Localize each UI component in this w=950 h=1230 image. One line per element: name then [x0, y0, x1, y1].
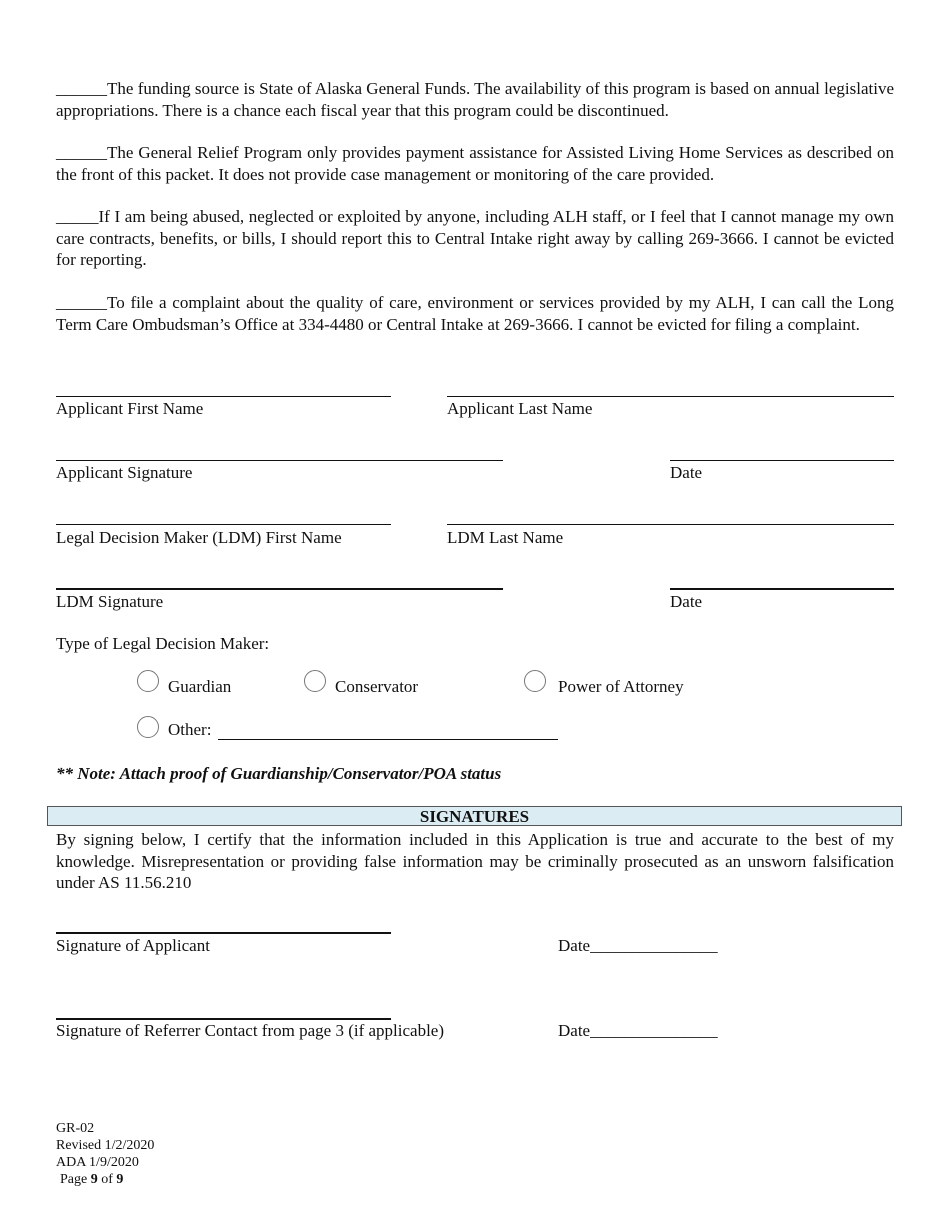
- proof-note: ** Note: Attach proof of Guardianship/Conservator/POA status: [56, 764, 502, 783]
- other-text-field[interactable]: [218, 739, 558, 740]
- ldm-last-name-field[interactable]: [447, 524, 894, 525]
- statement-1: [56, 78, 894, 121]
- signature-of-applicant-label: Signature of Applicant: [56, 936, 210, 955]
- applicant-last-name-label: Applicant Last Name: [447, 399, 593, 418]
- initial-blank-3[interactable]: _____: [56, 207, 99, 226]
- initial-blank-2[interactable]: ______: [56, 143, 107, 162]
- ldm-date-label: Date: [670, 592, 703, 611]
- applicant-signature-date-label: Date: [558, 936, 591, 955]
- power-of-attorney-radio[interactable]: [524, 670, 546, 692]
- applicant-signature-date[interactable]: [558, 936, 718, 956]
- initial-blank-4[interactable]: ______: [56, 293, 107, 312]
- page-current: 9: [90, 1172, 98, 1187]
- ldm-date-field[interactable]: [670, 588, 894, 590]
- referrer-signature-date[interactable]: [558, 1021, 718, 1041]
- page-word: Page: [60, 1172, 88, 1187]
- applicant-date-field[interactable]: [670, 460, 894, 461]
- form-footer: [56, 1120, 154, 1188]
- statement-3: [56, 206, 894, 271]
- signature-of-referrer-label: Signature of Referrer Contact from page 3 (if applicable): [56, 1021, 445, 1040]
- referrer-signature-date-blank[interactable]: _______________: [590, 1021, 718, 1040]
- signatures-section-header: SIGNATURES: [47, 806, 902, 826]
- applicant-date-label: Date: [670, 463, 703, 482]
- signature-of-referrer-field[interactable]: [56, 1018, 391, 1020]
- ldm-first-name-field[interactable]: [56, 524, 391, 525]
- statement-4: [56, 292, 894, 335]
- signature-of-applicant-field[interactable]: [56, 932, 391, 934]
- statement-text-2: The General Relief Program only provides payment assistance for Assisted Living Home Services as described on the front of this packet. It does not provide case management or monitoring of the care provided.: [56, 143, 894, 184]
- statement-2: [56, 142, 894, 185]
- initial-blank-1[interactable]: ______: [56, 79, 107, 98]
- other-radio[interactable]: [137, 716, 159, 738]
- ldm-type-heading: Type of Legal Decision Maker:: [56, 634, 270, 653]
- referrer-signature-date-label: Date: [558, 1021, 591, 1040]
- guardian-radio[interactable]: [137, 670, 159, 692]
- conservator-label: Conservator: [335, 677, 419, 696]
- applicant-signature-field[interactable]: [56, 460, 503, 461]
- certification-text: By signing below, I certify that the information included in this Application is true and accurate to the best of my knowledge. Misrepresentation or providing false information may be criminally prosecuted as an unsworn falsification under AS 11.56.210: [56, 830, 894, 892]
- applicant-first-name-field[interactable]: [56, 396, 391, 397]
- guardian-label: Guardian: [168, 677, 232, 696]
- statement-text-3: If I am being abused, neglected or exploited by anyone, including ALH staff, or I feel that I cannot manage my own care contracts, benefits, or bills, I should report this to Central Intake right away by calling 269-3666. I cannot be evicted for reporting.: [56, 207, 894, 269]
- statement-text-1: The funding source is State of Alaska General Funds. The availability of this program is based on annual legislative appropriations. There is a chance each fiscal year that this program could be discontinued.: [56, 79, 894, 120]
- ldm-signature-field[interactable]: [56, 588, 503, 590]
- other-label: Other:: [168, 720, 212, 739]
- applicant-first-name-label: Applicant First Name: [56, 399, 204, 418]
- page-number: [56, 1171, 154, 1188]
- form-id: GR-02: [56, 1121, 95, 1136]
- applicant-signature-label: Applicant Signature: [56, 463, 193, 482]
- revised-date: Revised 1/2/2020: [56, 1138, 155, 1153]
- page-of: of: [101, 1172, 113, 1187]
- power-of-attorney-label: Power of Attorney: [558, 677, 684, 696]
- applicant-signature-date-blank[interactable]: _______________: [590, 936, 718, 955]
- ldm-signature-label: LDM Signature: [56, 592, 164, 611]
- statement-text-4: To file a complaint about the quality of care, environment or services provided by my ALH, I can call the Long Term Care Ombudsman’s Office at 334-4480 or Central Intake at 269-3666. I cannot be evicted for filing a complaint.: [56, 293, 894, 334]
- ldm-last-name-label: LDM Last Name: [447, 528, 564, 547]
- applicant-last-name-field[interactable]: [447, 396, 894, 397]
- ldm-first-name-label: Legal Decision Maker (LDM) First Name: [56, 528, 342, 547]
- ada-date: ADA 1/9/2020: [56, 1155, 139, 1170]
- page-total: 9: [116, 1172, 124, 1187]
- conservator-radio[interactable]: [304, 670, 326, 692]
